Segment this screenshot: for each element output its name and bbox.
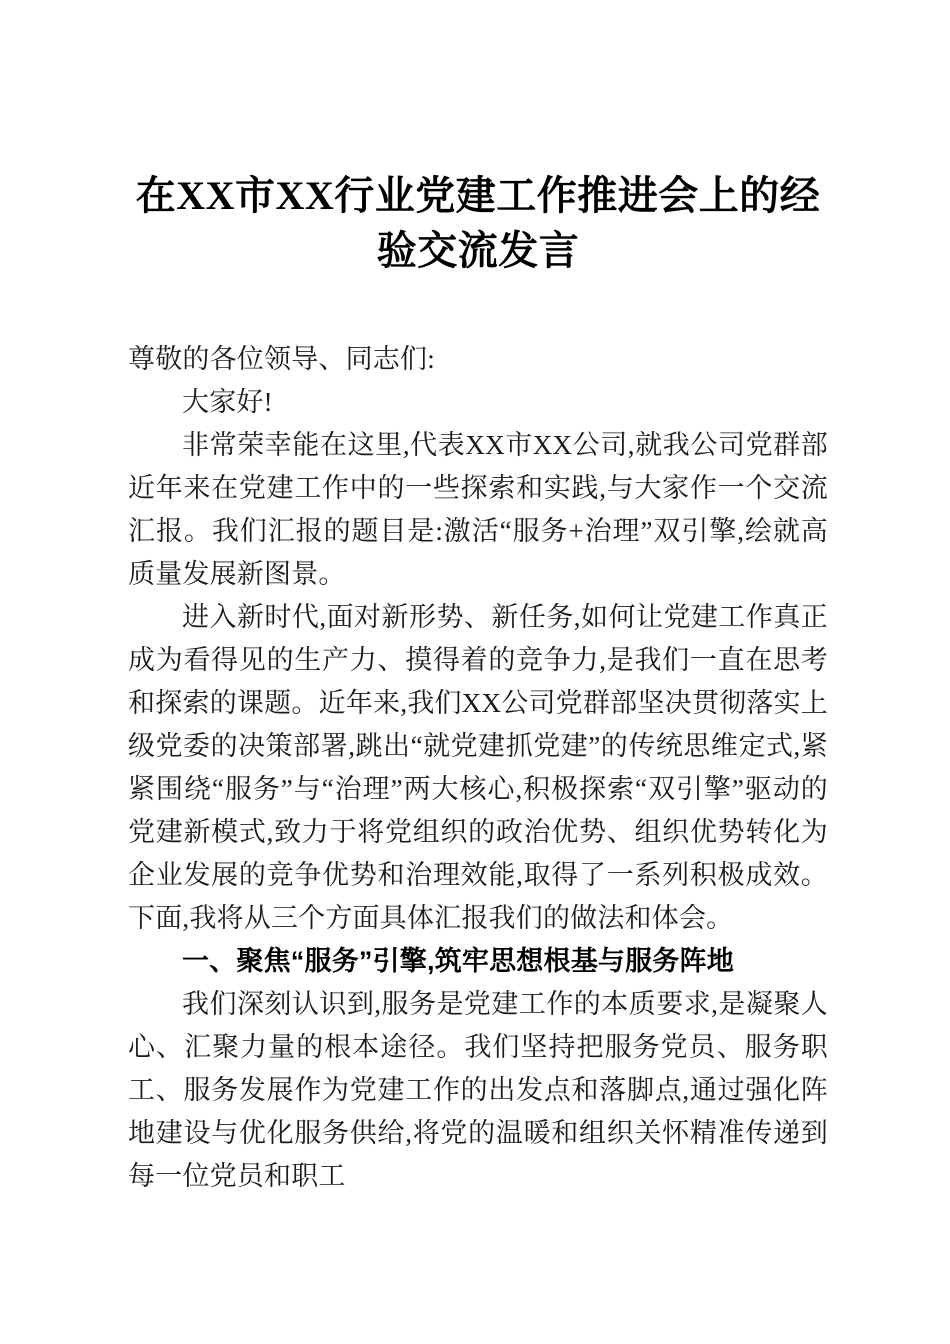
greeting-line: 大家好!: [182, 387, 273, 417]
paragraph-background: 进入新时代,面对新形势、新任务,如何让党建工作真正成为看得见的生产力、摸得着的竞争力,是我们一直在思考和探索的课题。近年来,我们XX公司党群部坚决贯彻落实上级党委的决策部署,跳出“就党建抓党建”的传统思维定式,紧紧围绕“服务”与“治理”两大核心,积极探索“双引擎”驱动的党建新模式,致力于将党组织的政治优势、组织优势转化为企业发展的竞争优势和治理效能,取得了一系列积极成效。下面,我将从三个方面具体汇报我们的做法和体会。: [128, 602, 828, 933]
section-heading-one: 一、聚焦“服务”引擎,筑牢思想根基与服务阵地: [182, 946, 734, 976]
salutation-line: 尊敬的各位领导、同志们:: [128, 344, 435, 374]
title-body-spacer: [128, 278, 828, 338]
document-content: [128, 0, 828, 1198]
paragraph-introduction: 非常荣幸能在这里,代表XX市XX公司,就我公司党群部近年来在党建工作中的一些探索和实践,与大家作一个交流汇报。我们汇报的题目是:激活“服务+治理”双引擎,绘就高质量发展新图景。: [128, 430, 828, 589]
paragraph-section-one-body: 我们深刻认识到,服务是党建工作的本质要求,是凝聚人心、汇聚力量的根本途径。我们坚持把服务党员、服务职工、服务发展作为党建工作的出发点和落脚点,通过强化阵地建设与优化服务供给,将党的温暖和组织关怀精准传递到每一位党员和职工: [128, 989, 828, 1191]
page-title: 在XX市XX行业党建工作推进会上的经验交流发言: [135, 173, 821, 273]
